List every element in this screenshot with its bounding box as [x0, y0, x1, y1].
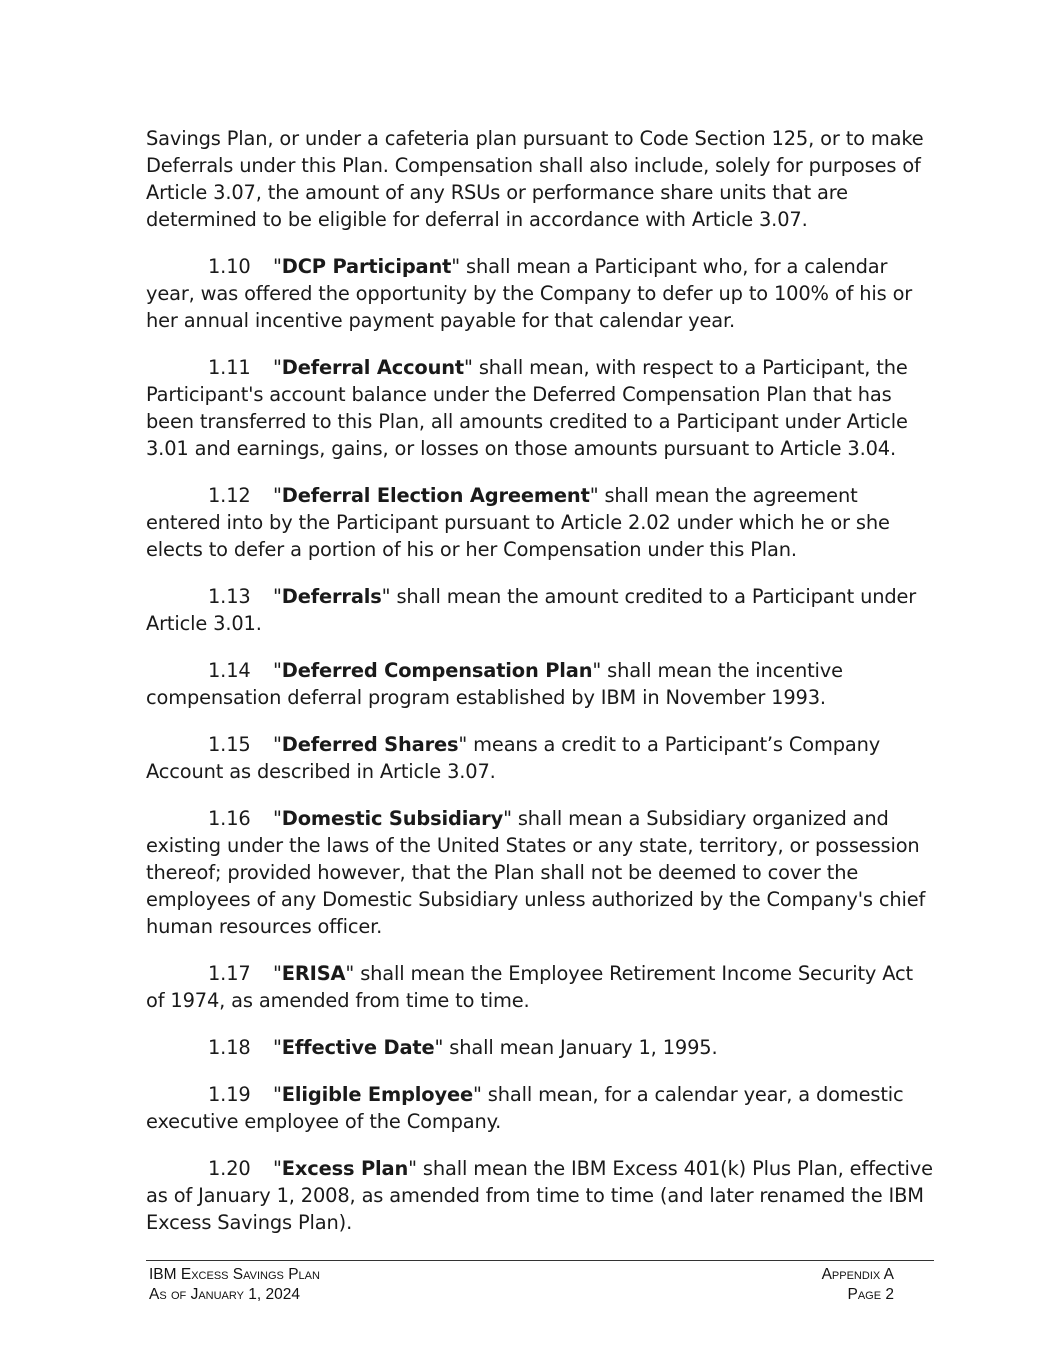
- definition-text: " shall mean a Subsidiary organized and existing under the laws of the United States or any state, territory, or possession thereof; provided however, that the Plan shall not be deemed to cover the employees of any Domestic Subsidiary unless authorized by the Company's chief human resources officer.: [146, 807, 926, 938]
- definition-text: " shall mean the Employee Retirement Income Security Act of 1974, as amended from time to time.: [146, 962, 914, 1012]
- footer-right: [822, 1265, 894, 1304]
- definition-term: Excess Plan: [281, 1157, 409, 1180]
- definition-1-12: 1.12 "Deferral Election Agreement" shall mean the agreement entered into by the Participant pursuant to Article 2.02 under which he or she elects to defer a portion of his or her Compensation under this Plan.: [146, 484, 890, 561]
- definition-1-19: 1.19 "Eligible Employee" shall mean, for a calendar year, a domestic executive employee of the Company.: [146, 1083, 904, 1133]
- definition-number: 1.16: [208, 807, 251, 830]
- document-body: [146, 125, 936, 1256]
- definition-term: ERISA: [281, 962, 346, 985]
- definition-text: " shall mean January 1, 1995.: [434, 1036, 718, 1059]
- footer-divider: [146, 1260, 934, 1261]
- definition-1-16: 1.16 "Domestic Subsidiary" shall mean a Subsidiary organized and existing under the laws of the United States or any state, territory, or possession thereof; provided however, that the Plan shall not be deemed to cover the employees of any Domestic Subsidiary unless authorized by the Company's chief human resources officer.: [146, 807, 926, 938]
- definition-term: Deferred Compensation Plan: [281, 659, 593, 682]
- definition-1-17: 1.17 "ERISA" shall mean the Employee Retirement Income Security Act of 1974, as amended from time to time.: [146, 962, 914, 1012]
- definition-1-13: 1.13 "Deferrals" shall mean the amount credited to a Participant under Article 3.01.: [146, 585, 917, 635]
- definition-term: Effective Date: [281, 1036, 435, 1059]
- definition-number: 1.18: [208, 1036, 251, 1059]
- definition-1-15: 1.15 "Deferred Shares" means a credit to a Participant’s Company Account as described in Article 3.07.: [146, 733, 881, 783]
- definition-1-10: 1.10 "DCP Participant" shall mean a Participant who, for a calendar year, was offered the opportunity by the Company to defer up to 100% of his or her annual incentive payment payable for that calendar year.: [146, 255, 913, 332]
- definition-number: 1.12: [208, 484, 251, 507]
- definition-text: " shall mean the agreement entered into by the Participant pursuant to Article 2.02 under which he or she elects to defer a portion of his or her Compensation under this Plan.: [146, 484, 890, 561]
- definition-text: " shall mean, with respect to a Participant, the Participant's account balance under the Deferred Compensation Plan that has been transferred to this Plan, all amounts credited to a Participant under Article 3.01 and earnings, gains, or losses on those amounts pursuant to Article 3.04.: [146, 356, 908, 460]
- definition-text: " shall mean the IBM Excess 401(k) Plus Plan, effective as of January 1, 2008, as amended from time to time (and later renamed the IBM Excess Savings Plan).: [146, 1157, 933, 1234]
- definition-number: 1.20: [208, 1157, 251, 1180]
- definition-1-14: 1.14 "Deferred Compensation Plan" shall mean the incentive compensation deferral program established by IBM in November 1993.: [146, 659, 843, 709]
- definition-text: " means a credit to a Participant’s Company Account as described in Article 3.07.: [146, 733, 881, 783]
- footer-appendix: Appendix A: [821, 1266, 894, 1283]
- footer-page-number: Page 2: [847, 1285, 894, 1303]
- definition-number: 1.19: [208, 1083, 251, 1106]
- footer-plan-name: IBM Excess Savings Plan: [149, 1266, 320, 1283]
- footer-as-of-date: As of January 1, 2024: [149, 1285, 300, 1303]
- definition-term: Deferred Shares: [281, 733, 459, 756]
- definition-term: Eligible Employee: [281, 1083, 473, 1106]
- definition-term: Deferral Election Agreement: [281, 484, 590, 507]
- definition-term: Deferrals: [281, 585, 382, 608]
- definition-1-11: 1.11 "Deferral Account" shall mean, with respect to a Participant, the Participant's account balance under the Deferred Compensation Plan that has been transferred to this Plan, all amounts credited to a Participant under Article 3.01 and earnings, gains, or losses on those amounts pursuant to Article 3.04.: [146, 356, 908, 460]
- definition-1-20: 1.20 "Excess Plan" shall mean the IBM Excess 401(k) Plus Plan, effective as of January 1, 2008, as amended from time to time (and later renamed the IBM Excess Savings Plan).: [146, 1157, 933, 1234]
- intro-paragraph: Savings Plan, or under a cafeteria plan pursuant to Code Section 125, or to make Deferrals under this Plan. Compensation shall also include, solely for purposes of Article 3.07, the amount of any RSUs or performance share units that are determined to be eligible for deferral in accordance with Article 3.07.: [146, 127, 924, 231]
- definition-number: 1.17: [208, 962, 251, 985]
- definition-number: 1.10: [208, 255, 251, 278]
- definition-term: DCP Participant: [281, 255, 452, 278]
- definition-number: 1.13: [208, 585, 251, 608]
- definition-1-18: 1.18 "Effective Date" shall mean January 1, 1995.: [146, 1034, 936, 1061]
- definition-number: 1.14: [208, 659, 251, 682]
- definition-number: 1.15: [208, 733, 251, 756]
- definition-term: Deferral Account: [281, 356, 465, 379]
- definition-text: " shall mean the amount credited to a Participant under Article 3.01.: [146, 585, 917, 635]
- definition-text: " shall mean the incentive compensation deferral program established by IBM in November 1993.: [146, 659, 843, 709]
- definition-number: 1.11: [208, 356, 251, 379]
- footer-left: [149, 1265, 320, 1304]
- definition-term: Domestic Subsidiary: [281, 807, 504, 830]
- definition-text: " shall mean a Participant who, for a calendar year, was offered the opportunity by the Company to defer up to 100% of his or her annual incentive payment payable for that calendar year.: [146, 255, 913, 332]
- definition-text: " shall mean, for a calendar year, a domestic executive employee of the Company.: [146, 1083, 904, 1133]
